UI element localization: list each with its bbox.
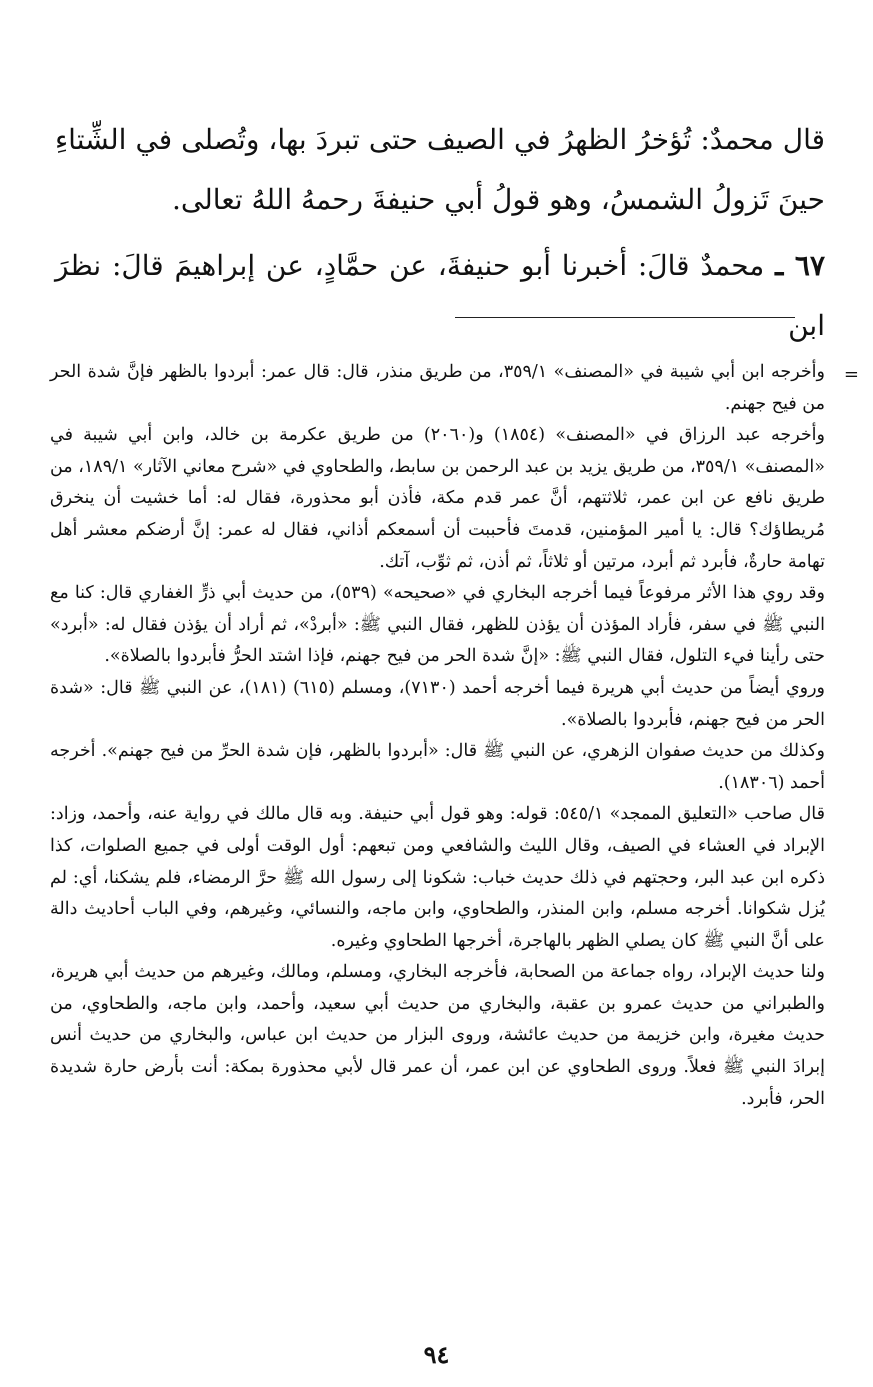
hadith-text: محمدٌ قالَ: أخبرنا أبو حنيفةَ، عن حمَّادٍ، عن إبراهيمَ قالَ: نظرَ ابن [55, 249, 825, 342]
main-paragraph-1: قال محمدٌ: تُؤخرُ الظهرُ في الصيف حتى تبردَ بها، وتُصلى في الشِّتاءِ حينَ تَزولُ الشمسُ، وهو قولُ أبي حنيفةَ رحمهُ اللهُ تعالى. [55, 123, 825, 216]
footnote-paragraph: وروي أيضاً من حديث أبي هريرة فيما أخرجه أحمد (٧١٣٠)، ومسلم (٦١٥) (١٨١)، عن النبي ﷺ قال: «شدة الحر من فيح جهنم، فأبردوا بالصلاة». [50, 677, 826, 730]
footnote-paragraph: ولنا حديث الإبراد، رواه جماعة من الصحابة، فأخرجه البخاري، ومسلم، ومالك، وغيرهم من حديث أبي هريرة، والطبراني من حديث عمرو بن عقبة، والبخاري من حديث أبي سعيد، وأحمد، وابن ماجه، والطحاوي، من حديث مغيرة، وابن خزيمة من حديث عائشة، وروى البزار من حديث ابن عباس، والبخاري من حديث أنس إبرادَ النبي ﷺ فعلاً. وروى الطحاوي عن ابن عمر، أن عمر قال لأبي محذورة بمكة: أنت بأرض حارة شديدة الحر، فأبرد. [50, 962, 825, 1109]
footnotes [50, 357, 825, 1115]
footnote-separator [455, 317, 795, 318]
footnote-paragraph: وكذلك من حديث صفوان الزهري، عن النبي ﷺ قال: «أبردوا بالظهر، فإن شدة الحرِّ من فيح جهنم». أخرجه أحمد (١٨٣٠٦). [50, 741, 825, 793]
hadith-number: ٦٧ ـ [775, 249, 825, 282]
footnote-continuation-mark: = [843, 364, 859, 385]
footnote-paragraph: قال صاحب «التعليق الممجد» ٥٤٥/١: قوله: وهو قول أبي حنيفة. وبه قال مالك في رواية عنه، وأحمد، وزاد: الإبراد في العشاء في الصيف، وقال الليث والشافعي ومن تبعهم: أول الوقت أولى في جميع الصلوات، كذا ذكره ابن عبد البر، وحجتهم في ذلك حديث خباب: شكونا إلى رسول الله ﷺ حرَّ الرمضاء، فلم يشكنا، أي: لم يُزل شكوانا. أخرجه مسلم، وابن المنذر، والطحاوي، وابن ماجه، والنسائي، وغيرهم، وفي الباب أحاديث دالة على أنَّ النبي ﷺ كان يصلي الظهر بالهاجرة، أخرجها الطحاوي وغيره. [50, 804, 825, 951]
footnote-paragraph: وقد روي هذا الأثر مرفوعاً فيما أخرجه البخاري في «صحيحه» (٥٣٩)، من حديث أبي ذرٍّ الغفاري قال: كنا مع النبي ﷺ في سفر، فأراد المؤذن أن يؤذن للظهر، فقال النبي ﷺ: «أبردْ»، ثم أراد أن يؤذن فقال له: «أبرد» حتى رأينا فيء التلول، فقال النبي ﷺ: «إنَّ شدة الحر من فيح جهنم، فإذا اشتد الحرُّ فأبردوا بالصلاة». [50, 583, 825, 667]
page-number: ٩٤ [423, 1340, 450, 1369]
main-text [55, 110, 825, 356]
footnote-paragraph: وأخرجه ابن أبي شيبة في «المصنف» ٣٥٩/١، من طريق منذر، قال: قال عمر: أبردوا بالظهر فإنَّ شدة الحر من فيح جهنم. [50, 362, 825, 414]
footnote-paragraph: وأخرجه عبد الرزاق في «المصنف» (١٨٥٤) و(٢٠٦٠) من طريق عكرمة بن خالد، وابن أبي شيبة في «المصنف» ٣٥٩/١، من طريق يزيد بن عبد الرحمن بن سابط، والطحاوي في «شرح معاني الآثار» ١٨٩/١، من طريق نافع عن ابن عمر، ثلاثتهم، أنَّ عمر قدم مكة، فأذن أبو محذورة، فقال له: أما خشيت أن ينخرق مُريطاؤك؟ قال: يا أمير المؤمنين، قدمتَ فأحببت أن أسمعكم أذاني، فقال له عمر: إنَّ أرضكم معشر أهل تهامة حارةٌ، فأبرد ثم أبرد، مرتين أو ثلاثاً، ثم أذن، ثم ثوِّب، آتك. [49, 425, 825, 572]
main-paragraph-2 [55, 236, 825, 356]
